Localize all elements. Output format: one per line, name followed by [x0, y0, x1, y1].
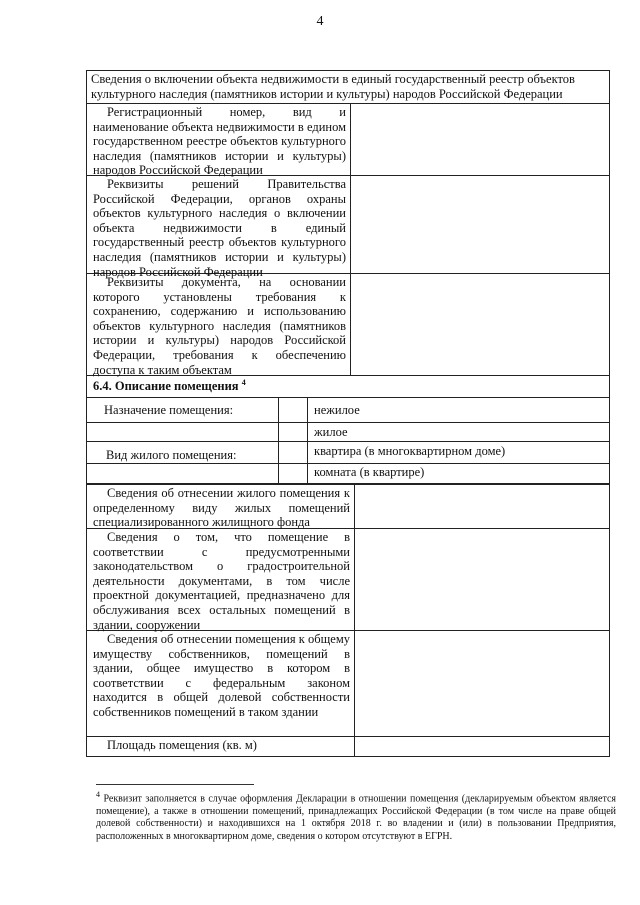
registration-number-field[interactable] [351, 104, 609, 175]
heritage-row [86, 104, 610, 176]
service-premises-field[interactable] [355, 529, 609, 630]
footnote-divider [96, 784, 254, 785]
purpose-nonresidential-checkbox[interactable] [279, 399, 307, 422]
purpose-option-residential: жилое [314, 425, 348, 439]
requirements-document-field[interactable] [351, 274, 609, 375]
section-heading-row [86, 376, 610, 398]
heritage-heading: Сведения о включении объекта недвижимости в единый государственный реестр объектов культурного наследия (памятников истории и культуры) народов Российской Федерации [91, 72, 575, 101]
heritage-table [86, 70, 610, 398]
type-option-apartment: квартира (в многоквартирном доме) [314, 444, 506, 458]
purpose-residential-checkbox[interactable] [279, 423, 307, 441]
footnote-text: Реквизит заполняется в случае оформления Декларации в отношении помещения (декларируемым объектом является помещение), а также в отношении помещений, принадлежащих Российской Федерации (в том числе на праве общей долевой собственности) и находившихся на 1 октября 2018 г. во владении и (или) в пользовании Предприятия, расположенных в многоквартирном доме, сведения о котором отсутствуют в ЕГРН. [96, 793, 617, 842]
heritage-heading-row [86, 70, 610, 104]
info-row [86, 529, 610, 631]
premises-info-table [86, 484, 610, 757]
common-property-label: Сведения об отнесении помещения к общему имуществу собственников, помещений в здании, общее имущество в котором в соответствии с федеральным законом находится в общей долевой собственности собственников помещений в таком здании [87, 631, 355, 736]
info-row [86, 631, 610, 737]
section-title [87, 376, 252, 397]
requirements-document-label: Реквизиты документа, на основании которого установлены требования к сохранению, содержанию и использованию объектов культурного наследия (памятников истории и культуры) народов Российской Федерации, требования к обеспечению доступа к таким объектам [87, 274, 351, 375]
type-room-checkbox[interactable] [279, 464, 307, 483]
common-property-field[interactable] [355, 631, 609, 736]
footnote [96, 789, 616, 843]
footnote-mark: 4 [96, 790, 100, 799]
government-decisions-label: Реквизиты решений Правительства Российской Федерации, органов охраны объектов культурного наследия о включении объекта недвижимости в единый государственный реестр объектов культурного наследия (памятников истории и культуры) народов Российской Федерации [87, 176, 351, 273]
government-decisions-field[interactable] [351, 176, 609, 273]
section-title-text: 6.4. Описание помещения [93, 379, 239, 394]
info-row [86, 737, 610, 757]
specialized-housing-label: Сведения об отнесении жилого помещения к определенному виду жилых помещений специализированного жилищного фонда [87, 485, 355, 528]
area-label: Площадь помещения (кв. м) [87, 737, 355, 756]
type-option-room: комната (в квартире) [314, 465, 425, 479]
info-row [86, 484, 610, 529]
footnote-ref: 4 [241, 378, 246, 387]
purpose-option-nonresidential: нежилое [314, 403, 360, 417]
registration-number-label: Регистрационный номер, вид и наименование объекта недвижимости в едином государственном реестре объектов культурного наследия (памятников истории и культуры) народов Российской Федерации [87, 104, 351, 175]
residential-type-label: Вид жилого помещения: [106, 448, 237, 462]
purpose-label: Назначение помещения: [104, 403, 234, 417]
area-field[interactable] [355, 737, 609, 756]
page-number: 4 [316, 14, 324, 29]
type-apartment-checkbox[interactable] [279, 442, 307, 463]
heritage-row [86, 176, 610, 279]
heritage-row [86, 274, 610, 376]
service-premises-label: Сведения о том, что помещение в соответствии с предусмотренными законодательством о градостроительной деятельности документами, в том числе проектной документацией, предназначено для обслуживания всех остальных помещений в здании, сооружении [87, 529, 355, 630]
specialized-housing-field[interactable] [355, 485, 609, 528]
